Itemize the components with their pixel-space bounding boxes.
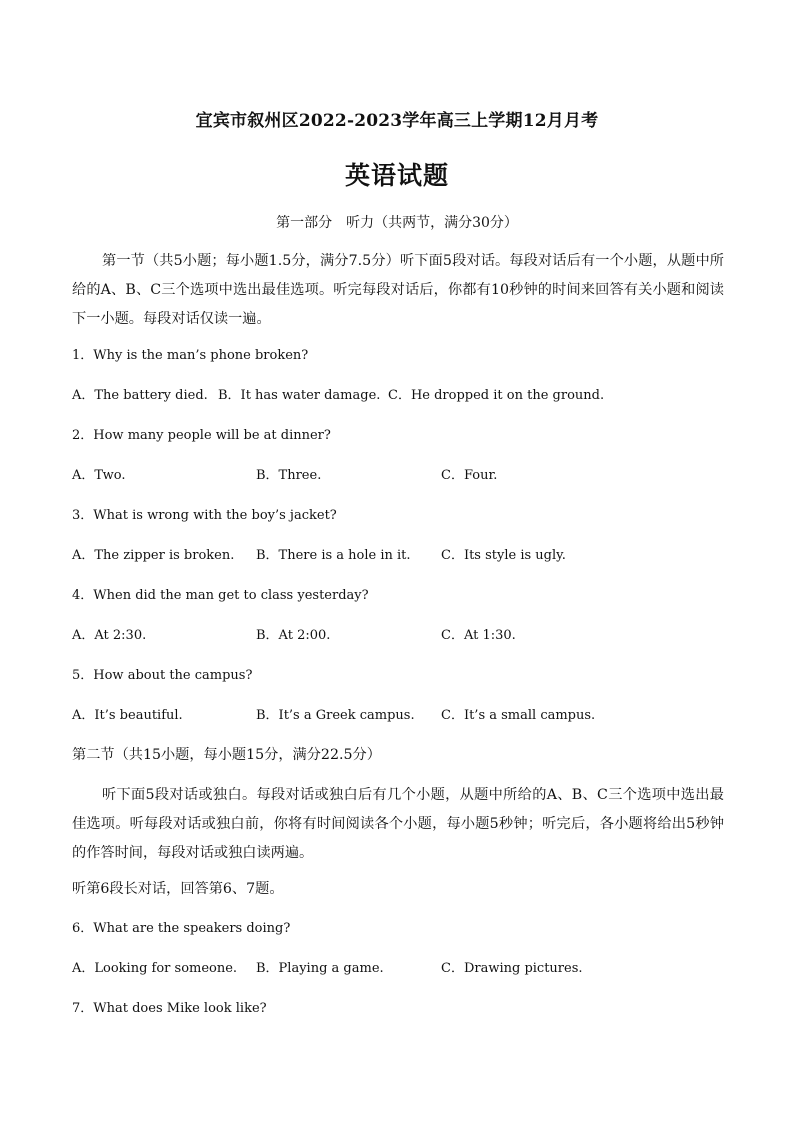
question-stem: 6．What are the speakers doing? [72,921,291,936]
section1-instructions: 第一节（共5小题；每小题1.5分，满分7.5分）听下面5段对话。每段对话后有一个小题，从题中所给的A、B、C三个选项中选出最佳选项。听完每段对话后，你都有10秒钟的时间来回答有关小题和阅读下一小题。每段对话仅读一遍。 [72,253,724,327]
option-c: C．Its style is ugly. [441,548,566,563]
option-c: C．Drawing pictures. [441,961,583,976]
dialog6-intro: 听第6段长对话，回答第6、7题。 [72,881,284,897]
option-b: B．There is a hole in it. [256,548,411,563]
option-b: B．At 2:00. [256,628,331,643]
option-c: C．He dropped it on the ground. [388,388,605,403]
question-stem: 2．How many people will be at dinner? [72,428,331,443]
section2-heading: 第二节（共15小题，每小题15分，满分22.5分） [72,747,381,763]
question-stem: 4．When did the man get to class yesterday? [72,588,369,603]
option-b: B．Three. [256,468,322,483]
option-c: C．It’s a small campus. [441,708,596,723]
question-stem: 3．What is wrong with the boy’s jacket? [72,508,337,523]
option-a: A．At 2:30. [72,628,147,643]
option-c: C．At 1:30. [441,628,516,643]
subject-title: 英语试题 [344,161,449,190]
option-a: A．Two. [72,468,126,483]
question-stem: 7．What does Mike look like? [72,1001,267,1016]
option-a: A．It’s beautiful. [72,708,183,723]
section2-instructions: 听下面5段对话或独白。每段对话或独白后有几个小题，从题中所给的A、B、C三个选项中选出最佳选项。听每段对话或独白前，你将有时间阅读各个小题，每小题5秒钟；听完后，各小题将给出5秒钟的作答时间，每段对话或独白读两遍。 [72,787,724,861]
exam-title: 宜宾市叙州区2022-2023学年高三上学期12月月考 [195,111,599,131]
part-title: 第一部分 听力（共两节，满分30分） [276,215,518,231]
question-stem: 5．How about the campus? [72,668,253,683]
option-c: C．Four. [441,468,498,483]
option-b: B．It’s a Greek campus. [256,708,415,723]
option-a: A．The battery died. [72,388,208,403]
option-b: B．It has water damage. [218,388,381,403]
option-a: A．The zipper is broken. [72,548,235,563]
option-a: A．Looking for someone. [72,961,238,976]
question-stem: 1．Why is the man’s phone broken? [72,348,309,363]
option-b: B．Playing a game. [256,961,384,976]
